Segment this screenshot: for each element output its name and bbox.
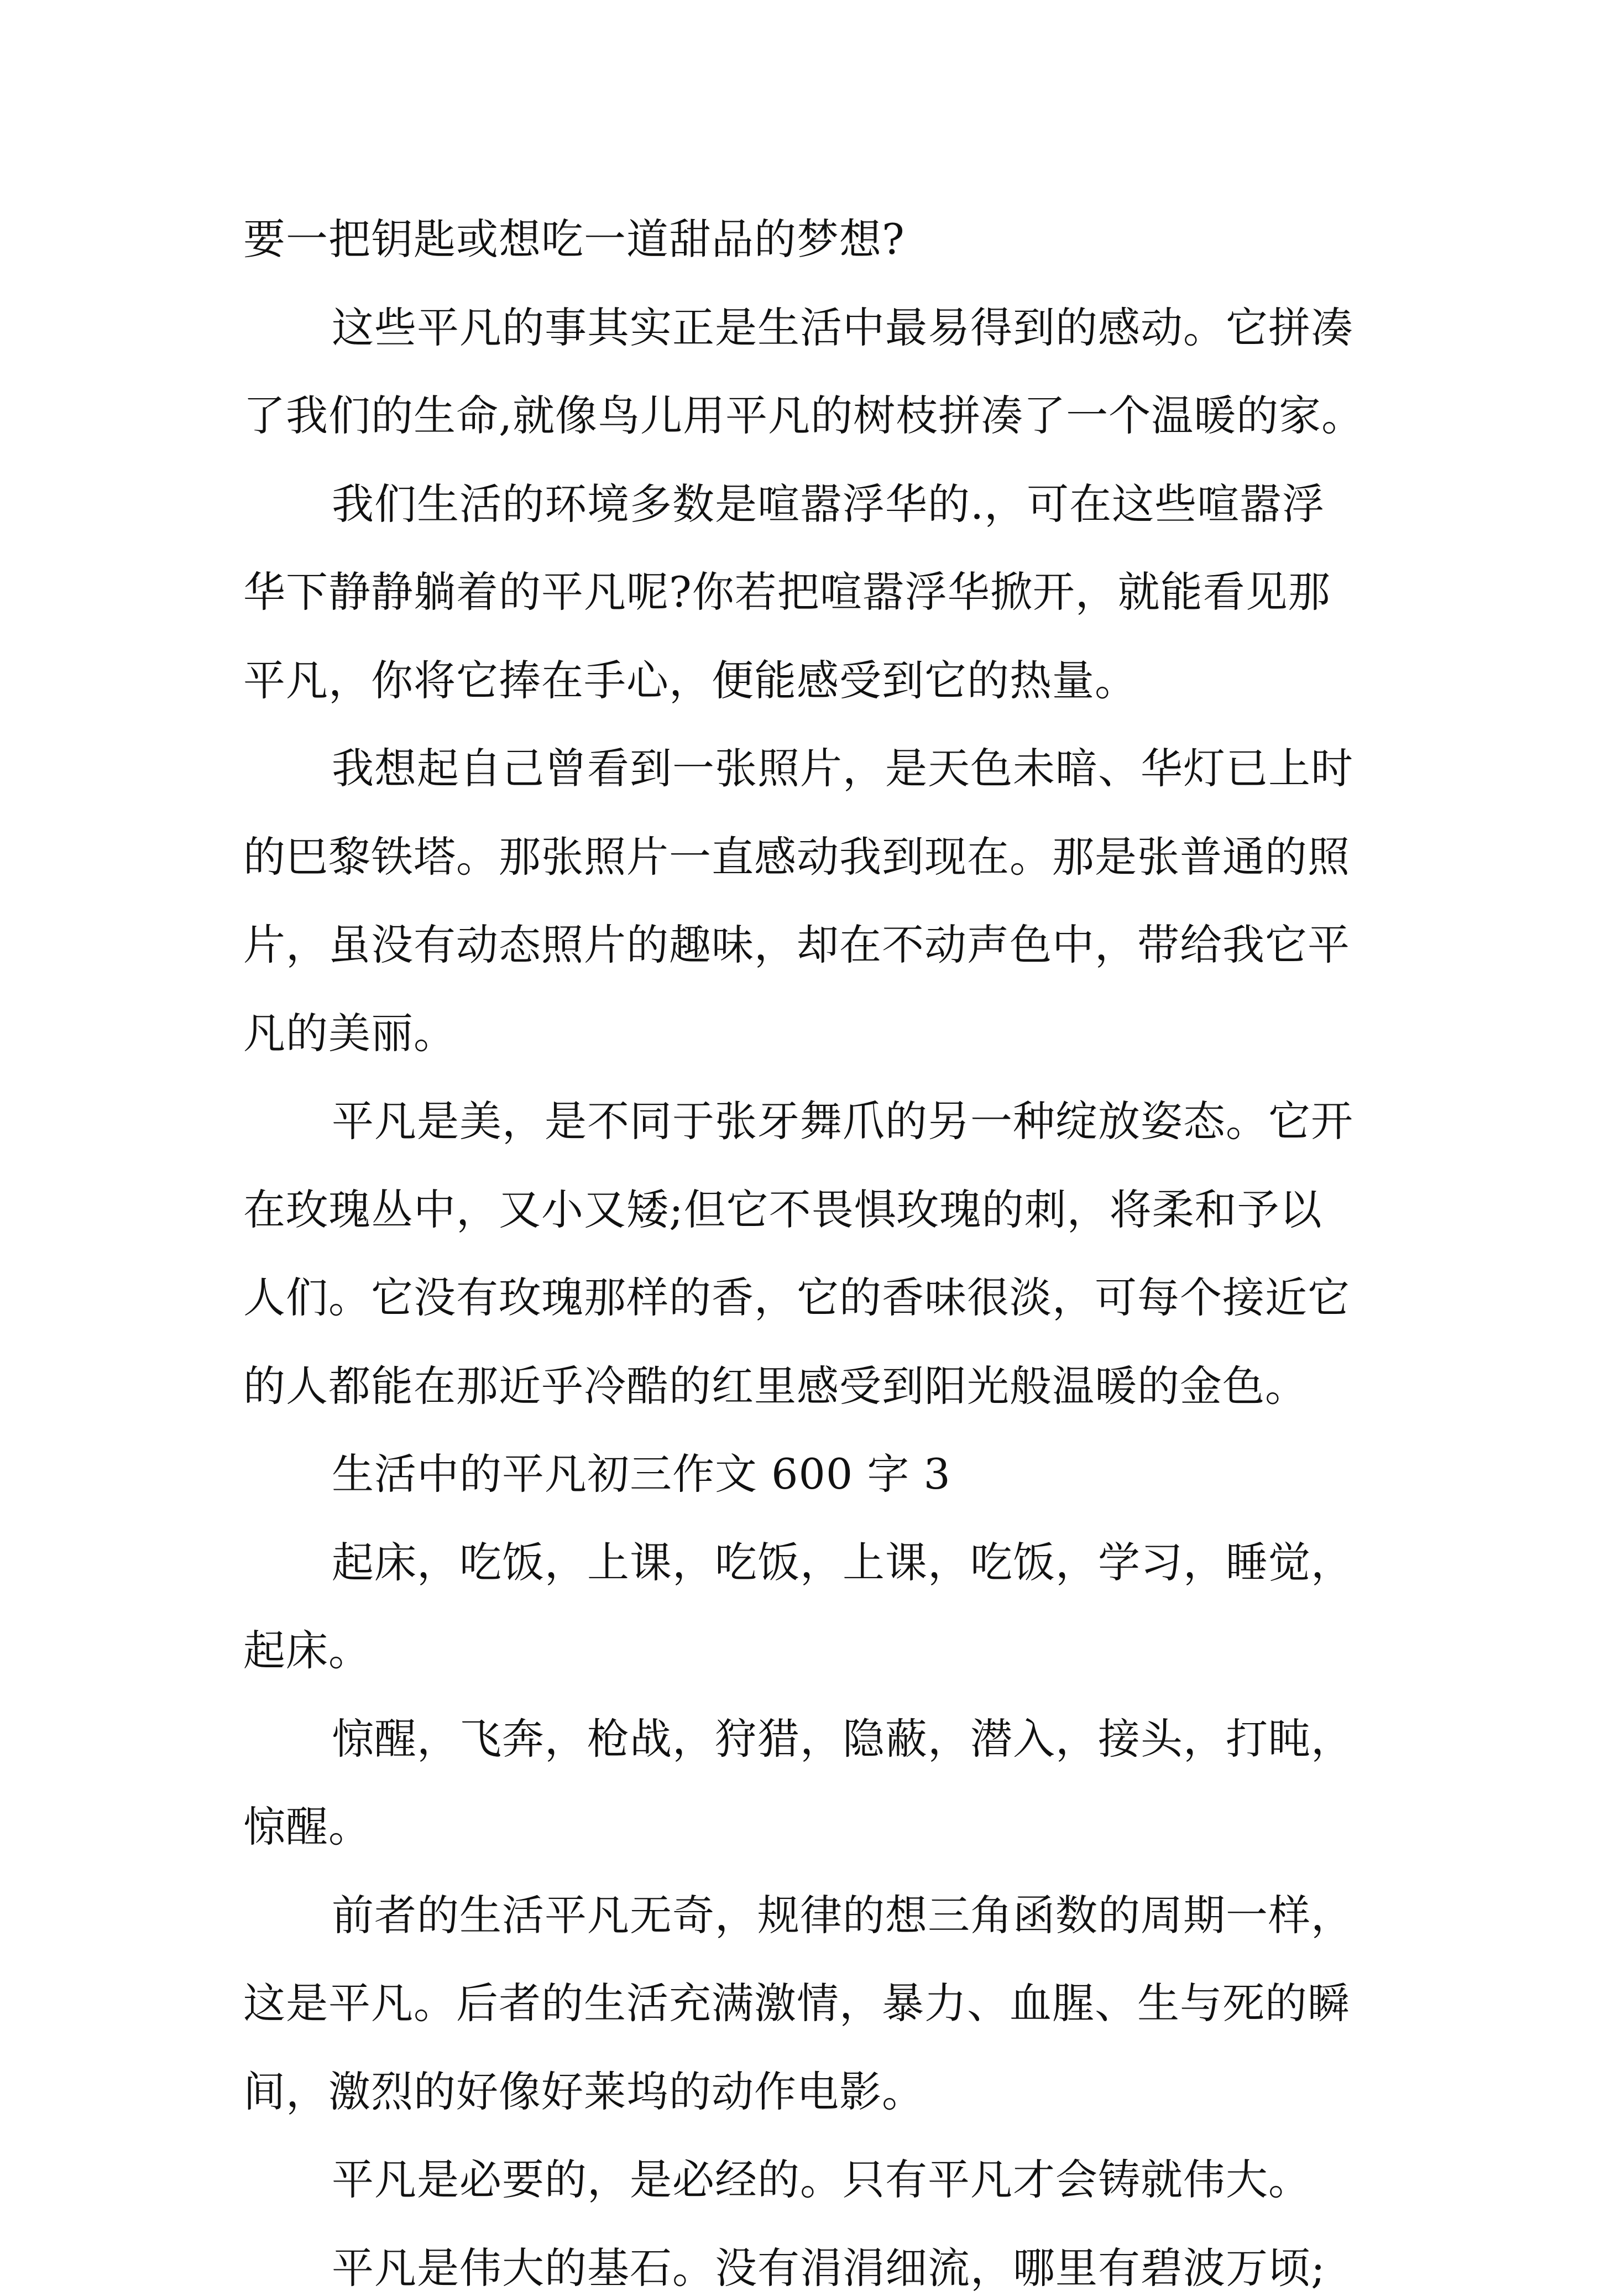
text-line: 平凡是必要的，是必经的。只有平凡才会铸就伟大。 (332, 2155, 1311, 2204)
text-line: 平凡是美，是不同于张牙舞爪的另一种绽放姿态。它开 (332, 1097, 1353, 1146)
text-line: 起床，吃饭，上课，吃饭，上课，吃饭，学习，睡觉， (332, 1537, 1353, 1587)
text-line: 片，虽没有动态照片的趣味，却在不动声色中，带给我它平 (243, 920, 1350, 969)
text-line: 平凡是伟大的基石。没有涓涓细流，哪里有碧波万顷; (332, 2243, 1326, 2293)
text-line: 了我们的生命,就像鸟儿用平凡的树枝拼凑了一个温暖的家。 (243, 391, 1364, 440)
text-line: 的巴黎铁塔。那张照片一直感动我到现在。那是张普通的照 (243, 832, 1350, 881)
text-line: 起床。 (243, 1626, 371, 1675)
text-line: 惊醒，飞奔，枪战，狩猎，隐蔽，潜入，接头，打盹， (332, 1714, 1353, 1763)
text-line: 华下静静躺着的平凡呢?你若把喧嚣浮华掀开，就能看见那 (243, 567, 1331, 617)
text-line: 要一把钥匙或想吃一道甜品的梦想? (243, 215, 905, 264)
text-line: 人们。它没有玫瑰那样的香，它的香味很淡，可每个接近它 (243, 1273, 1350, 1322)
text-line: 我们生活的环境多数是喧嚣浮华的.，可在这些喧嚣浮 (332, 479, 1325, 529)
text-line: 凡的美丽。 (243, 1008, 456, 1058)
text-line: 惊醒。 (243, 1802, 371, 1851)
section-heading: 生活中的平凡初三作文 600 字 3 (332, 1449, 951, 1499)
text-line: 前者的生活平凡无奇，规律的想三角函数的周期一样， (332, 1890, 1353, 1940)
text-line: 我想起自己曾看到一张照片，是天色未暗、华灯已上时 (332, 744, 1353, 793)
text-line: 这些平凡的事其实正是生活中最易得到的感动。它拼凑 (332, 302, 1353, 352)
text-line: 的人都能在那近乎冷酷的红里感受到阳光般温暖的金色。 (243, 1361, 1308, 1411)
text-line: 在玫瑰丛中，又小又矮;但它不畏惧玫瑰的刺，将柔和予以 (243, 1184, 1322, 1234)
text-line: 这是平凡。后者的生活充满激情，暴力、血腥、生与死的瞬 (243, 1979, 1350, 2028)
text-line: 间，激烈的好像好莱坞的动作电影。 (243, 2067, 924, 2116)
text-line: 平凡，你将它捧在手心，便能感受到它的热量。 (243, 655, 1137, 705)
